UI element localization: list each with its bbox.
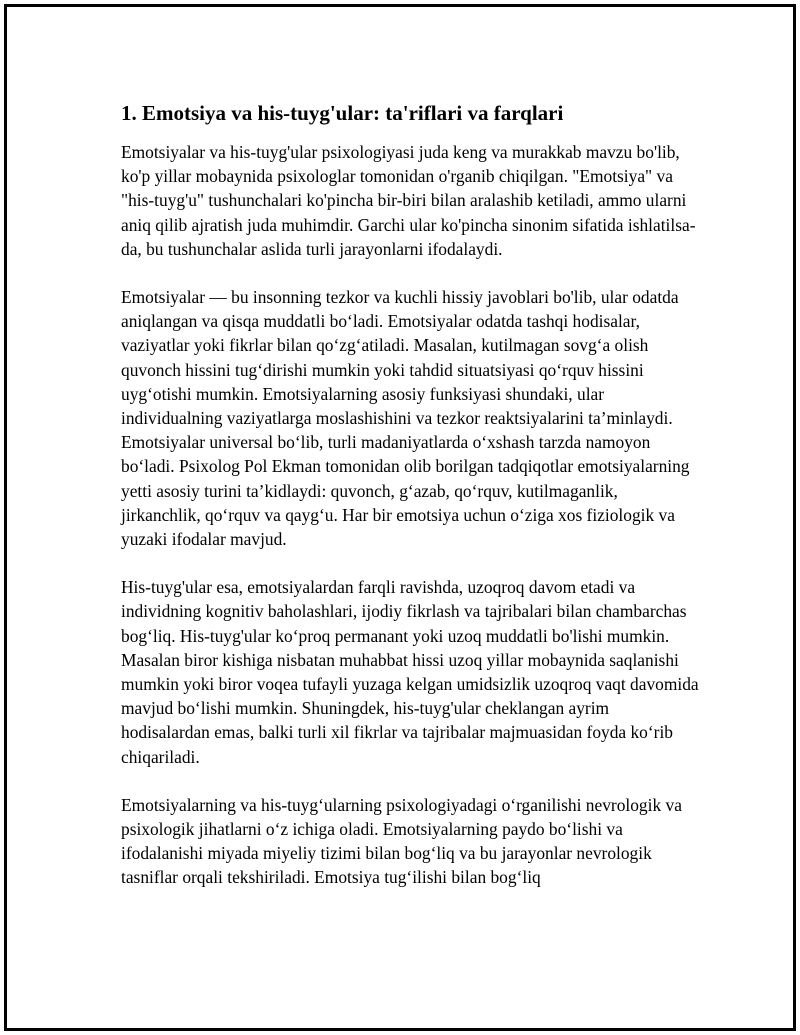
paragraph-1: Emotsiyalar va his-tuyg'ular psixologiyasi juda keng va murakkab mavzu bo'lib, ko'p yillar mobaynida psixologlar tomonidan o'rganib chiqilgan. "Emotsiya" va "his-tuyg'u" tushunchalari ko'pincha bir-biri bilan aralashib ketiladi, ammo ularni aniq qilib ajratish juda muhimdir. Garchi ular ko'pincha sinonim sifatida ishlatilsa-da, bu tushunchalar aslida turli jarayonlarni ifodalaydi. — [121, 142, 696, 259]
paragraph-4: Emotsiyalarning va his-tuyg‘ularning psixologiyadagi o‘rganilishi nevrologik va psixologik jihatlarni o‘z ichiga oladi. Emotsiyalarning paydo bo‘lishi va ifodalanishi miyada miyeliy tizimi bilan bog‘liq va bu jarayonlar nevrologik tasniflar orqali tekshiriladi. Emotsiya tug‘ilishi bilan bog‘liq — [121, 794, 682, 888]
paragraph-2: Emotsiyalar — bu insonning tezkor va kuchli hissiy javoblari bo'lib, ular odatda aniqlangan va qisqa muddatli bo‘ladi. Emotsiyalar odatda tashqi hodisalar, vaziyatlar yoki fikrlar bilan qo‘zg‘atiladi. Masalan, kutilmagan sovg‘a olish quvonch hissini tug‘dirishi mumkin yoki tahdid situatsiyasi qo‘rquv hissini uyg‘otishi mumkin. Emotsiyalarning asosiy funksiyasi shundaki, ular individualning vaziyatlarga moslashishini va tezkor reaktsiyalarini ta’minlaydi. Emotsiyalar universal bo‘lib, turli madaniyatlarda o‘xshash tarzda namoyon bo‘ladi. Psixolog Pol Ekman tomonidan olib borilgan tadqiqotlar emotsiyalarning yetti asosiy turini ta’kidlaydi: quvonch, g‘azab, qo‘rquv, kutilmaganlik, jirkanchlik, qo‘rquv va qayg‘u. Har bir emotsiya uchun o‘ziga xos fiziologik va yuzaki ifodalar mavjud. — [121, 287, 690, 550]
section-heading: 1. Emotsiya va his-tuyg'ular: ta'riflari va farqlari — [121, 101, 564, 125]
document-body — [121, 100, 701, 914]
paragraph-3: His-tuyg'ular esa, emotsiyalardan farqli ravishda, uzoqroq davom etadi va individning kognitiv baholashlari, ijodiy fikrlash va tajribalari bilan chambarchas bog‘liq. His-tuyg'ular ko‘proq permanant yoki uzoq muddatli bo'lishi mumkin. Masalan biror kishiga nisbatan muhabbat hissi uzoq yillar mobaynida saqlanishi mumkin yoki biror voqea tufayli yuzaga kelgan umidsizlik uzoqroq vaqt davomida mavjud bo‘lishi mumkin. Shuningdek, his-tuyg'ular cheklangan ayrim hodisalardan emas, balki turli xil fikrlar va tajribalar majmuasidan foyda ko‘rib chiqariladi. — [121, 577, 699, 767]
page-frame — [4, 4, 796, 1031]
